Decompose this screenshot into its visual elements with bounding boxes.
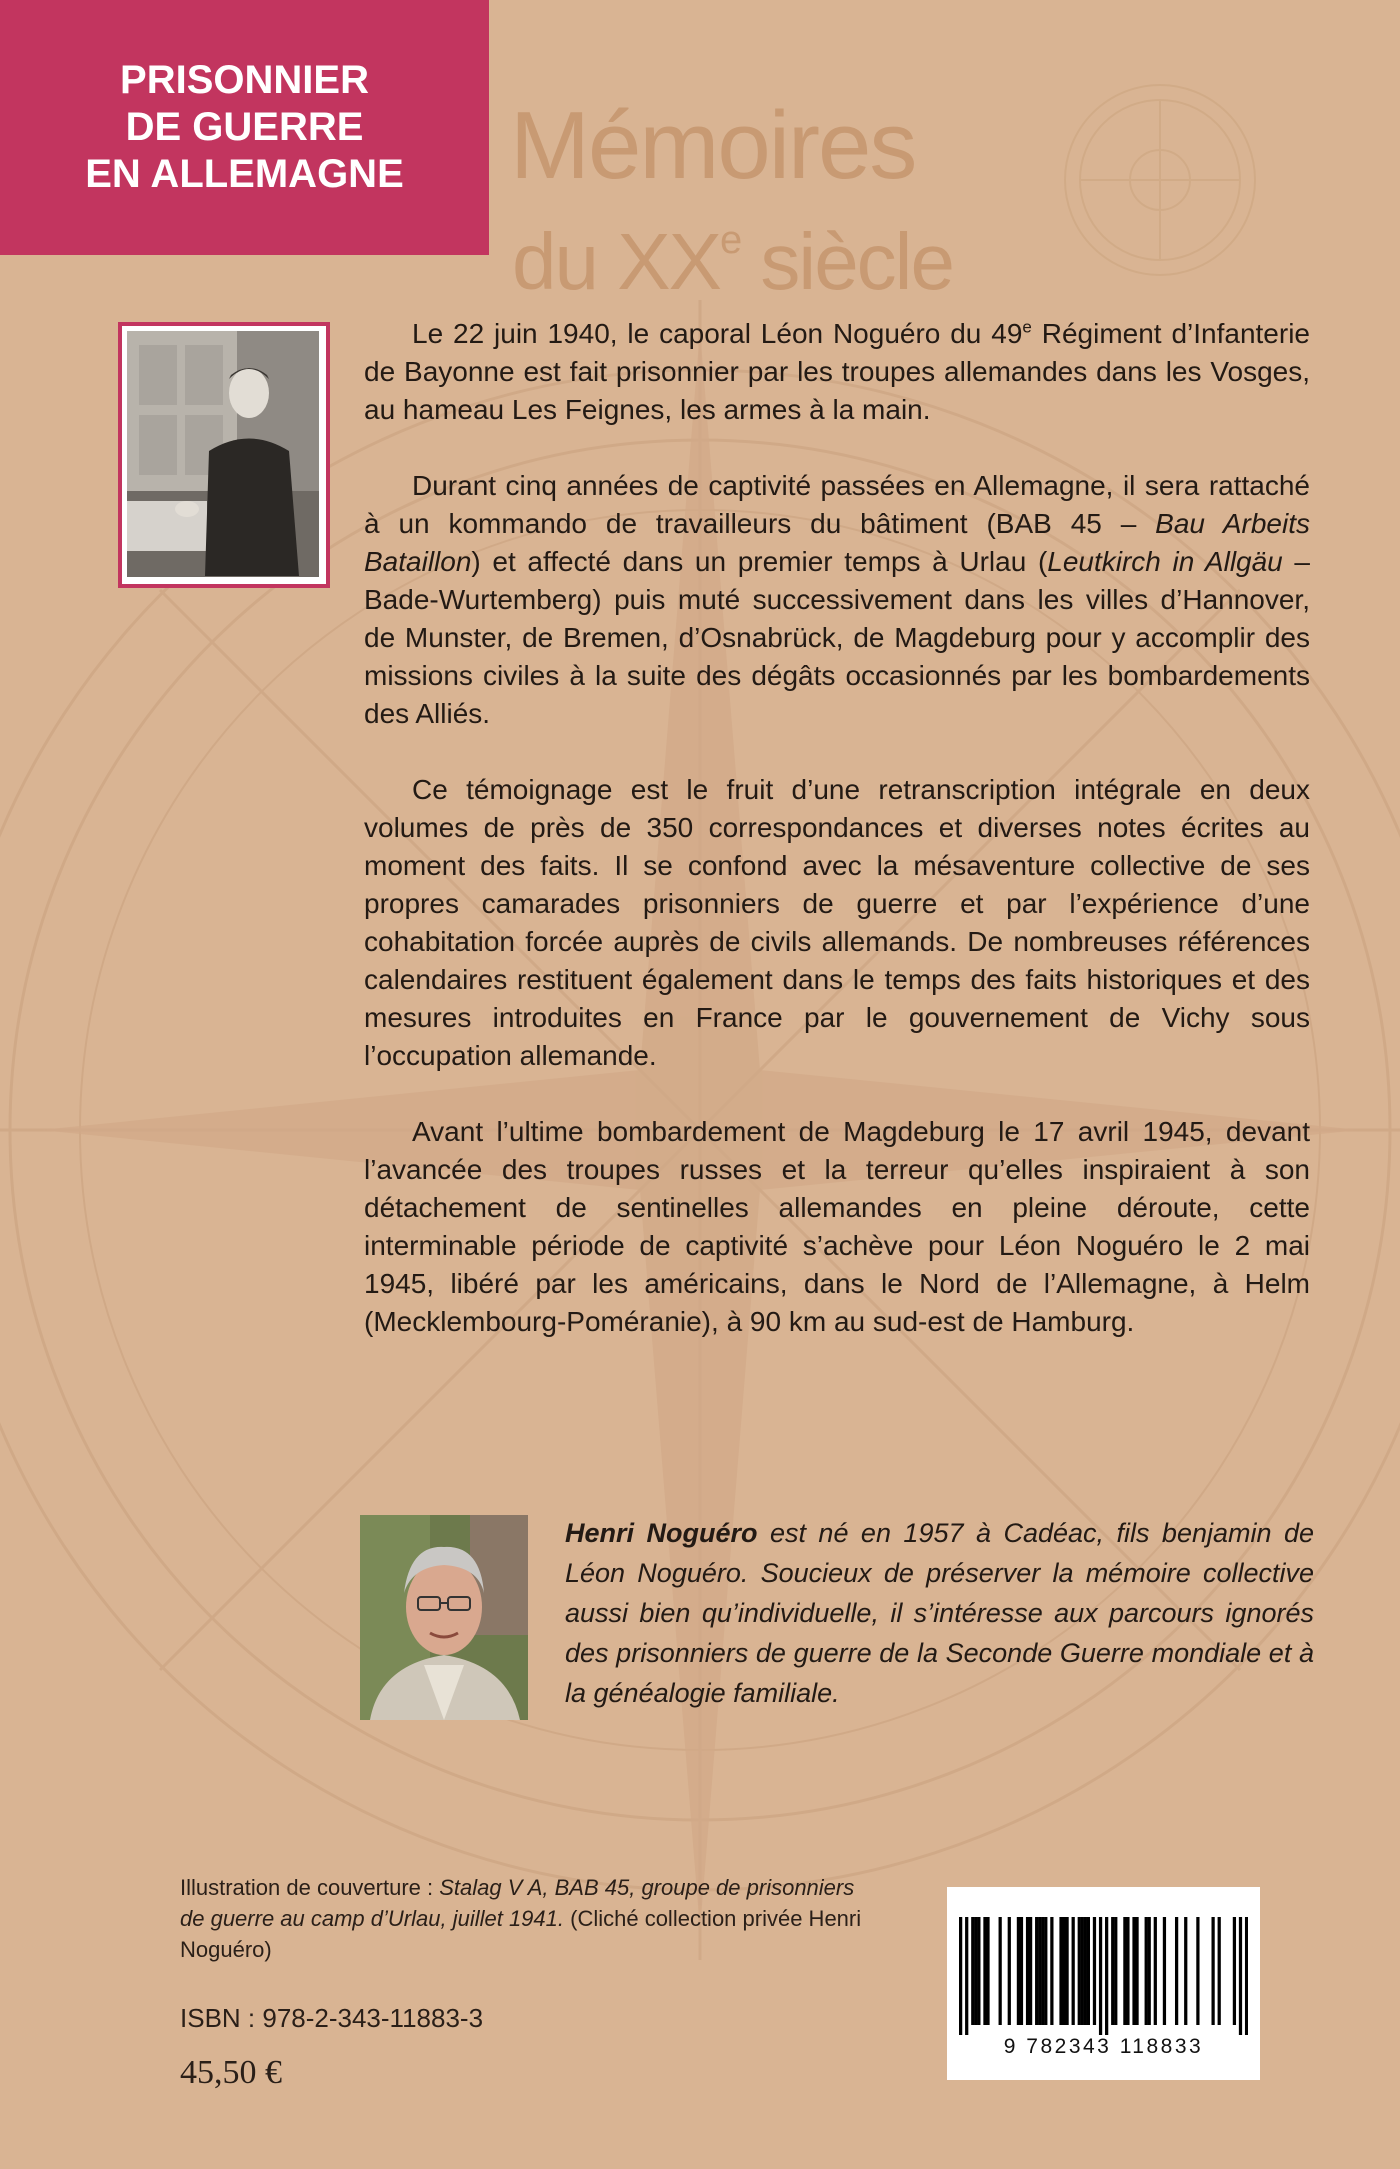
author-photo-image — [360, 1515, 528, 1720]
credit-source: (Cliché collection privée Henri Noguéro) — [180, 1906, 862, 1962]
barcode-bar — [1059, 1917, 1062, 2025]
summary-p1-text-a: Le 22 juin 1940, le caporal Léon Noguéro du 49 — [412, 318, 1023, 349]
cover-illustration-credit — [180, 1872, 870, 1965]
barcode-bar — [1239, 1917, 1242, 2035]
isbn: ISBN : 978-2-343-11883-3 — [180, 2003, 484, 2033]
barcode-bar — [965, 1917, 968, 2035]
barcode-bar — [1020, 1917, 1023, 2025]
summary-paragraph-1 — [364, 315, 1310, 429]
barcode-bar — [1038, 1917, 1041, 2025]
barcode-bar — [1145, 1917, 1148, 2025]
author-bio-text: est né en 1957 à Cadéac, fils benjamin de Léon Noguéro. Soucieux de préserver la mémoire collective aussi bien qu’individuelle, il s’intéresse aux parcours ignorés des prisonniers de guerre de la Seconde Guerre mondiale et à la généalogie familiale. — [565, 1518, 1315, 1708]
series-title-post: siècle — [740, 217, 953, 306]
summary-p2-text-b: ) et affecté dans un premier temps à Urlau ( — [471, 546, 1048, 577]
barcode-bar — [1163, 1917, 1166, 2025]
price: 45,50 € — [180, 2054, 282, 2091]
barcode-bar — [1062, 1917, 1065, 2025]
barcode-bar — [1175, 1917, 1178, 2025]
barcode-bar — [1008, 1917, 1011, 2025]
summary-p1-sup: e — [1022, 317, 1032, 337]
barcode-bar — [974, 1917, 977, 2025]
barcode-bar — [1029, 1917, 1032, 2025]
credit-caption: Stalag V A, BAB 45, groupe de prisonniers de guerre au camp d’Urlau, juillet 1941. — [180, 1875, 855, 1931]
series-title — [510, 92, 953, 308]
series-title-line-1: Mémoires — [510, 92, 916, 199]
barcode-bar — [1035, 1917, 1038, 2025]
barcode-bar — [1111, 1917, 1114, 2025]
barcode-bar — [1050, 1917, 1053, 2025]
barcode — [947, 1887, 1260, 2080]
barcode-bar — [959, 1917, 962, 2035]
barcode-bar — [1245, 1917, 1248, 2035]
barcode-bar — [1184, 1917, 1187, 2025]
barcode-bar — [999, 1917, 1002, 2025]
summary-p2-text-c: – Bade-Wurtemberg) puis muté successivement dans les villes d’Hannover, de Munster, de Bremen, d’Osnabrück, de Magdeburg pour y accomplir des missions civiles à la suite des dégâts occasionnés par les bombardements des Alliés. — [364, 546, 1310, 729]
barcode-bar — [1148, 1917, 1151, 2025]
barcode-bar — [1211, 1917, 1214, 2025]
book-title-line-2: DE GUERRE — [125, 105, 364, 149]
barcode-bar — [1126, 1917, 1129, 2025]
barcode-bar — [1154, 1917, 1157, 2025]
barcode-bar — [1196, 1917, 1199, 2025]
barcode-bar — [1233, 1917, 1236, 2025]
series-title-line-2 — [510, 194, 953, 308]
barcode-bar — [1114, 1917, 1117, 2025]
barcode-bar — [1135, 1917, 1138, 2025]
barcode-bar — [977, 1917, 980, 2025]
barcode-bar — [971, 1917, 974, 2025]
soldier-photo — [118, 322, 330, 588]
barcode-bar — [1087, 1917, 1090, 2025]
barcode-bars — [959, 1917, 1248, 2035]
barcode-bar — [1081, 1917, 1084, 2025]
author-biography — [565, 1513, 1314, 1713]
barcode-bar — [1123, 1917, 1126, 2025]
barcode-bar — [983, 1917, 986, 2025]
series-title-sup: e — [719, 218, 741, 262]
summary-paragraph-4: Avant l’ultime bombardement de Magdeburg le 17 avril 1945, devant l’avancée des troupes russes et la terreur qu’elles inspiraient à son détachement de sentinelles allemandes en pleine déroute, cette interminable période de captivité s’achève pour Léon Noguéro le 2 mai 1945, libéré par les américains, dans le Nord de l’Allemagne, à Helm (Mecklembourg-Poméranie), à 90 km au sud-est de Hamburg. — [364, 1116, 1310, 1337]
barcode-bar — [1105, 1917, 1108, 2035]
summary-paragraph-2 — [364, 467, 1310, 733]
barcode-bar — [1093, 1917, 1096, 2025]
barcode-bar — [1017, 1917, 1020, 2025]
summary-paragraph-3: Ce témoignage est le fruit d’une retranscription intégrale en deux volumes de près de 350 correspondances et diverses notes écrites au moment des faits. Il se confond avec la mésaventure collective de ses propres camarades prisonniers de guerre et par l’expérience d’une cohabitation forcée auprès de civils allemands. De nombreuses références calendaires restituent également dans le temps des faits historiques et des mesures introduites en France par le gouvernement de Vichy sous l’occupation allemande. — [364, 774, 1310, 1071]
back-cover-summary — [364, 315, 1310, 1379]
barcode-bar — [1072, 1917, 1075, 2025]
book-title-block — [0, 0, 489, 255]
barcode-bar — [1041, 1917, 1044, 2025]
barcode-digits: 9 782343 118833 — [1003, 2035, 1204, 2058]
book-title-line-3: EN ALLEMAGNE — [85, 152, 404, 196]
barcode-bar — [1132, 1917, 1135, 2025]
author-name: Henri Noguéro — [565, 1518, 758, 1548]
credit-prefix: Illustration de couverture : — [180, 1875, 440, 1900]
summary-p2-text-a: Durant cinq années de captivité passées en Allemagne, il sera rattaché à un kommando de travailleurs du bâtiment (BAB 45 – — [364, 470, 1310, 539]
barcode-bar — [1218, 1917, 1221, 2025]
book-title-line-1: PRISONNIER — [120, 58, 369, 102]
barcode-bar — [1026, 1917, 1029, 2025]
barcode-bar — [1065, 1917, 1068, 2025]
barcode-bar — [986, 1917, 989, 2025]
author-photo — [360, 1515, 528, 1720]
barcode-bar — [1044, 1917, 1047, 2025]
barcode-bar — [1078, 1917, 1081, 2025]
barcode-bar — [1099, 1917, 1102, 2035]
series-title-pre: du XX — [512, 217, 720, 306]
summary-p2-italic-2: Leutkirch in Allgäu — [1047, 546, 1283, 577]
summary-p2-italic-1: Bau Arbeits Bataillon — [364, 508, 1310, 577]
barcode-bar — [1084, 1917, 1087, 2025]
summary-p1-text-b: Régiment d’Infanterie de Bayonne est fait prisonnier par les troupes allemandes dans les Vosges, au hameau Les Feignes, les armes à la main. — [364, 318, 1310, 425]
soldier-photo-image — [127, 331, 319, 577]
